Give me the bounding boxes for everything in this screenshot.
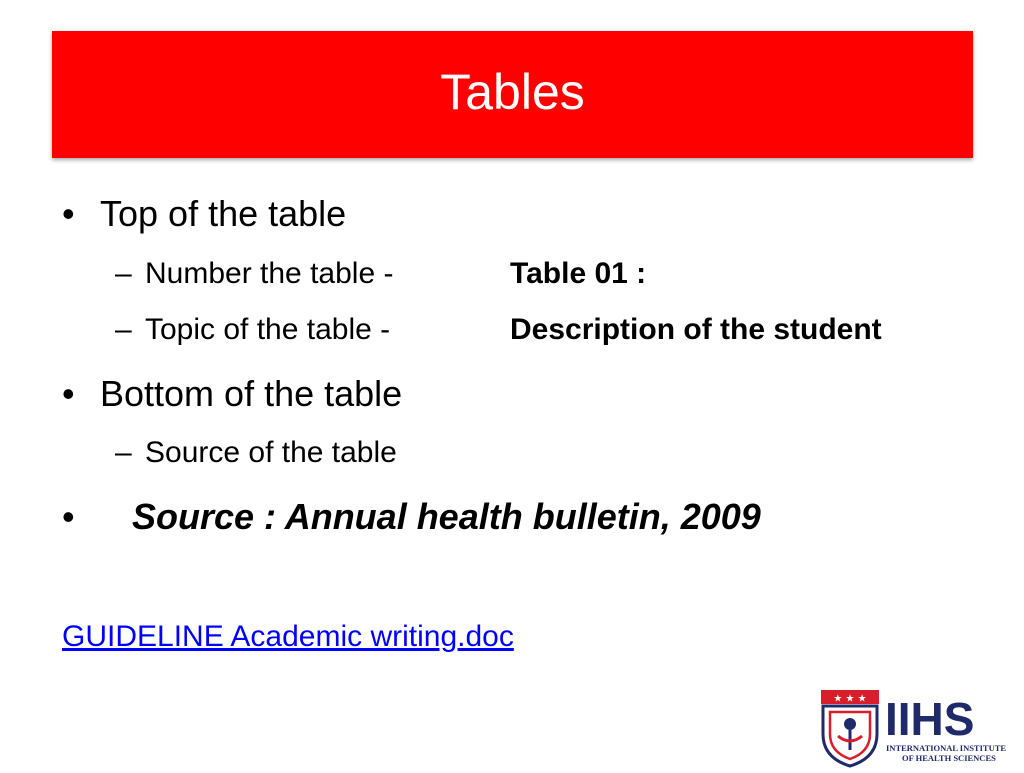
- bullet-symbol: •: [62, 373, 75, 414]
- table-number-value: Table 01 :: [510, 257, 647, 290]
- sub-item-number-table: [115, 257, 647, 291]
- logo-name-line1: INTERNATIONAL INSTITUTE: [886, 743, 1007, 753]
- bullet-item-source-example: [62, 496, 761, 538]
- dash-symbol: –: [115, 313, 132, 346]
- logo-stars: ★ ★ ★: [833, 693, 867, 705]
- sub-item-text: Topic of the table -: [145, 313, 391, 346]
- guideline-document-link[interactable]: GUIDELINE Academic writing.doc: [62, 620, 514, 653]
- iihs-emblem: [818, 688, 1024, 768]
- bullet-text: Bottom of the table: [100, 373, 403, 414]
- iihs-logo: [818, 688, 1024, 768]
- sub-item-topic-table: [115, 313, 882, 347]
- bullet-item-top-of-table: [62, 193, 347, 235]
- sub-item-text: Source of the table: [145, 436, 397, 469]
- dash-symbol: –: [115, 257, 132, 290]
- bullet-item-bottom-of-table: [62, 373, 403, 415]
- sub-item-source-table: [115, 436, 397, 470]
- bullet-symbol: •: [62, 193, 75, 234]
- dash-symbol: –: [115, 436, 132, 469]
- bullet-symbol: •: [62, 496, 75, 537]
- source-example-text: Source : Annual health bulletin, 2009: [132, 496, 761, 537]
- title-bar: [52, 31, 973, 158]
- bullet-text: Top of the table: [100, 193, 347, 234]
- table-topic-value: Description of the student: [510, 313, 882, 346]
- sub-item-text: Number the table -: [145, 257, 394, 290]
- slide-title: Tables: [440, 63, 585, 120]
- logo-abbreviation: IIHS: [885, 693, 975, 745]
- logo-name-line2: OF HEALTH SCIENCES: [902, 753, 996, 763]
